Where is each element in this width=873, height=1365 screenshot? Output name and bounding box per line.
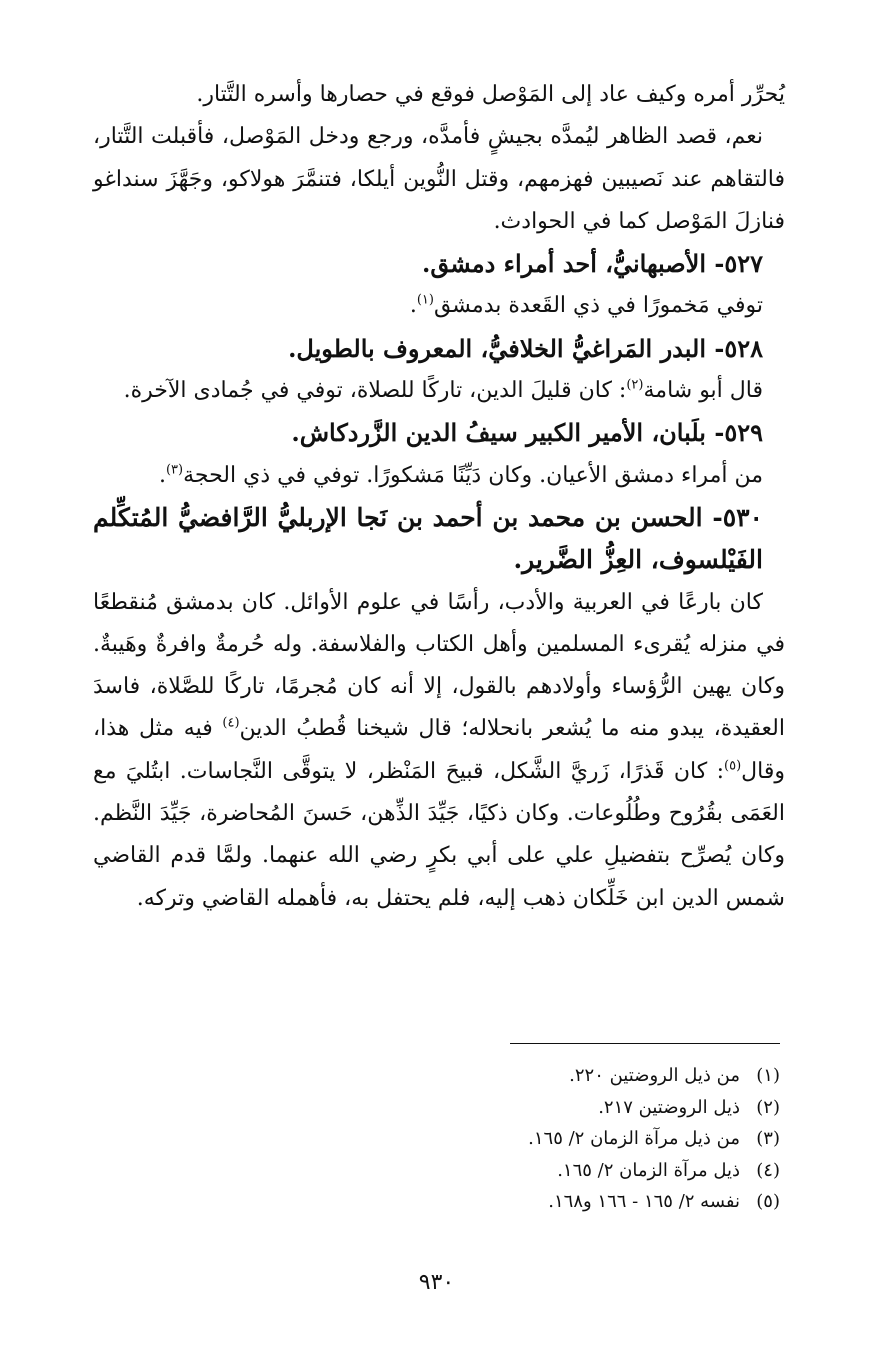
footnote-text: نفسه ٢/ ١٦٥ - ١٦٦ و١٦٨.	[548, 1191, 740, 1212]
paragraph-text-end: : كان قليلَ الدين، تاركًا للصلاة، توفي في جُمادى الآخرة.	[123, 378, 627, 404]
footnote-number: (٢)	[756, 1096, 780, 1118]
footnote-number: (٥)	[756, 1191, 780, 1212]
footnote	[90, 1092, 780, 1124]
footnote	[90, 1060, 780, 1092]
footnote-ref: (١)	[416, 293, 434, 309]
footnote	[90, 1123, 780, 1155]
paragraph	[93, 116, 785, 243]
paragraph	[93, 582, 785, 920]
footnote-number: (١)	[756, 1065, 780, 1086]
footnote-number: (٤)	[756, 1159, 780, 1181]
footnote	[90, 1155, 780, 1187]
paragraph	[93, 455, 785, 497]
paragraph-text: يُحرِّر أمره وكيف عاد إلى المَوْصل فوقع في حصارها وأسره التَّتار.	[196, 82, 785, 107]
footnote-ref: (٥)	[724, 758, 742, 774]
footnote-text: ذيل مرآة الزمان ٢/ ١٦٥.	[557, 1159, 740, 1181]
entry-number: ٥٢٩-	[714, 418, 763, 448]
footnotes	[90, 1043, 780, 1218]
paragraph-text: من أمراء دمشق الأعيان. وكان دَيِّنًا مَشكورًا. توفي في ذي الحجة	[183, 462, 763, 488]
footnote-ref: (٢)	[626, 377, 644, 393]
entry-heading-529	[93, 412, 785, 454]
entry-title: الأصبهانيُّ، أحد أمراء دمشق.	[422, 249, 706, 279]
footnote-ref: (٣)	[165, 462, 184, 478]
entry-heading-530	[93, 497, 785, 582]
paragraph-text-end: .	[158, 462, 166, 488]
main-text	[93, 74, 785, 920]
footnote	[90, 1186, 780, 1218]
entry-number: ٥٣٠-	[712, 502, 763, 532]
paragraph-text: قال أبو شامة	[643, 378, 763, 404]
paragraph-text: كان بارعًا في العربية والأدب، رأسًا في علوم الأوائل. كان بدمشق مُنقطعًا في منزله يُقرىء المسلمين وأهل الكتاب والفلاسفة. وله حُرمةٌ وافرةٌ وهَيبةٌ. وكان يهين الرُّؤساء وأولادهم بالقول، إلا أنه كان مُجرمًا، تاركًا للصَّلاة، فاسدَ العقيدة، يبدو منه ما يُشعر بانحلاله؛ قال شيخنا قُطبُ الدين	[93, 589, 785, 742]
entry-title: بلَبان، الأمير الكبير سيفُ الدين الزَّردكاش.	[291, 418, 706, 448]
entry-number: ٥٢٨-	[714, 333, 763, 363]
paragraph-text-end: .	[409, 293, 417, 319]
paragraph-text: نعم، قصد الظاهر ليُمدَّه بجيشٍ فأمدَّه، ورجع ودخل المَوْصل، فأقبلت التَّتار، فالتقاهم عند نَصيبين فهزمهم، وقتل النُّوين أيلكا، فتنمَّرَ هولاكو، وجَهَّزَ سنداغو فنازلَ المَوْصل كما في الحوادث.	[93, 124, 785, 234]
page-number: ٩٣٠	[418, 1270, 455, 1295]
entry-heading-528	[93, 328, 785, 370]
footnote-text: ذيل الروضتين ٢١٧.	[598, 1096, 740, 1118]
footnote-text: من ذيل الروضتين ٢٢٠.	[569, 1065, 740, 1086]
footnote-text: من ذيل مرآة الزمان ٢/ ١٦٥.	[528, 1128, 740, 1149]
footnote-ref: (٤)	[222, 716, 240, 732]
paragraph-text-mid: فيه مثل هذا، وقال	[93, 716, 785, 784]
entry-title: الحسن بن محمد بن أحمد بن نَجا الإربليُّ الرَّافضيُّ المُتكِّلم الفَيْلسوف، العِزُّ الضَّرير.	[93, 502, 763, 575]
paragraph	[93, 285, 785, 327]
entry-heading-527	[93, 243, 785, 285]
footnote-divider	[510, 1043, 780, 1044]
footnote-number: (٣)	[756, 1128, 780, 1149]
paragraph-text: توفي مَخمورًا في ذي القَعدة بدمشق	[433, 293, 763, 319]
paragraph	[93, 370, 785, 412]
paragraph-text-end: : كان قَذرًا، زَريَّ الشَّكل، قبيحَ المَنْظر، لا يتوقَّى النَّجاسات. ابتُليَ مع العَمَى بقُرُوح وطُلُوعات. وكان ذكيًا، جَيِّدَ الذِّهن، حَسنَ المُحاضرة، جَيِّدَ النَّظم. وكان يُصرِّح بتفضيلِ علي على أبي بكرٍ رضي الله عنهما. ولمَّا قدم القاضي شمس الدين ابن خَلِّكان ذهب إليه، فلم يحتفل به، فأهمله القاضي وتركه.	[93, 758, 785, 911]
entry-number: ٥٢٧-	[714, 249, 763, 279]
entry-title: البدر المَراغيُّ الخلافيُّ، المعروف بالطويل.	[288, 333, 706, 363]
paragraph	[93, 74, 785, 116]
